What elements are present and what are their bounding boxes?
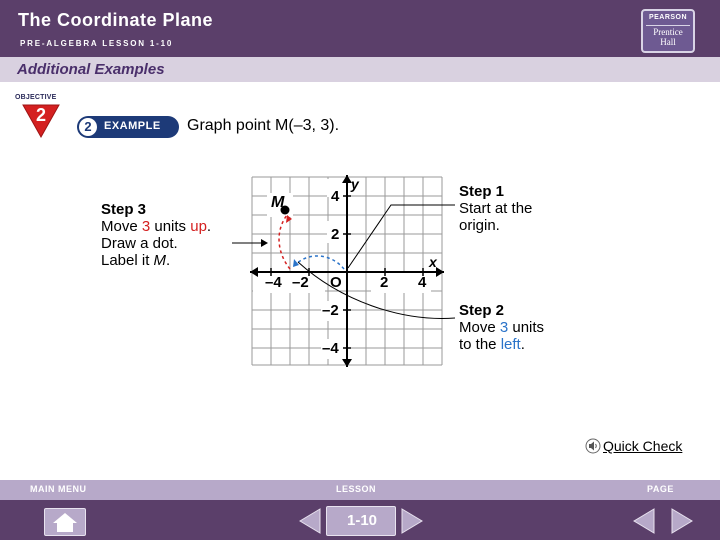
step1-callout-line (348, 205, 455, 268)
step1-line2: origin. (459, 217, 500, 234)
page-title: The Coordinate Plane (18, 10, 214, 30)
y-tick-label: 4 (331, 188, 340, 205)
page-prev-button[interactable] (630, 506, 658, 536)
x-tick-label: –4 (265, 274, 282, 291)
x-tick-label: 4 (418, 274, 427, 291)
section-band-label: Additional Examples (17, 61, 165, 78)
objective-label: OBJECTIVE (15, 94, 57, 101)
footer-label-bar (0, 480, 720, 500)
y-tick-label: 2 (331, 226, 340, 243)
page-label: PAGE (647, 484, 674, 494)
quick-check-link[interactable] (585, 438, 682, 454)
example-number: 2 (79, 118, 97, 136)
example-label: EXAMPLE (104, 120, 161, 132)
lesson-number-box (326, 506, 396, 536)
lesson-prev-button[interactable] (296, 506, 324, 536)
y-tick-label: –2 (322, 302, 339, 319)
x-tick-label: –2 (292, 274, 309, 291)
x-tick-label: 2 (380, 274, 389, 291)
footer-nav (0, 480, 720, 540)
main-menu-button[interactable] (44, 508, 86, 536)
objective-number: 2 (35, 105, 46, 125)
step3-text: Label it (101, 252, 154, 269)
logo-line2: Hall (660, 37, 676, 47)
point-m-label: M (271, 194, 285, 211)
step2-direction: left (500, 336, 521, 353)
lesson-subtitle: PRE-ALGEBRA LESSON 1-10 (20, 39, 174, 48)
x-axis-label: x (429, 254, 437, 270)
step2-count: 3 (499, 319, 509, 336)
step2-heading: Step 2 (459, 302, 505, 319)
lesson-next-button[interactable] (398, 506, 426, 536)
step2-text: . (520, 336, 525, 353)
example-prompt: Graph point M(–3, 3). (187, 117, 340, 134)
step2-text: Move (459, 319, 500, 336)
y-axis-label: y (351, 176, 359, 192)
step3-count: 3 (141, 218, 151, 235)
step3-direction: up (190, 218, 207, 235)
lesson-label: LESSON (336, 484, 377, 494)
logo-line1: Prentice (653, 27, 683, 37)
step1-heading: Step 1 (459, 183, 505, 200)
step3-text: units (150, 218, 191, 235)
step1-callout (459, 183, 532, 234)
page-next-button[interactable] (668, 506, 696, 536)
step3-variable: M (153, 252, 167, 269)
step2-text: to the (459, 336, 501, 353)
origin-label: O (330, 274, 342, 291)
step1-line1: Start at the (459, 200, 533, 217)
logo-brand: PEARSON (648, 14, 688, 21)
step3-heading: Step 3 (101, 201, 147, 218)
speaker-icon (585, 438, 601, 454)
home-icon (45, 509, 85, 535)
quick-check-label[interactable]: Quick Check (603, 438, 683, 454)
step3-text: . (166, 252, 171, 269)
step2-callout-line (298, 262, 455, 318)
lesson-number: 1-10 (346, 512, 378, 529)
step3-text: . (206, 218, 212, 235)
step2-callout (459, 302, 544, 353)
step3-line2: Draw a dot. (101, 235, 178, 252)
step3-text: Move (101, 218, 142, 235)
step3-callout (101, 201, 211, 269)
step2-text: units (508, 319, 545, 336)
main-menu-label: MAIN MENU (30, 484, 87, 494)
y-tick-label: –4 (322, 340, 339, 357)
